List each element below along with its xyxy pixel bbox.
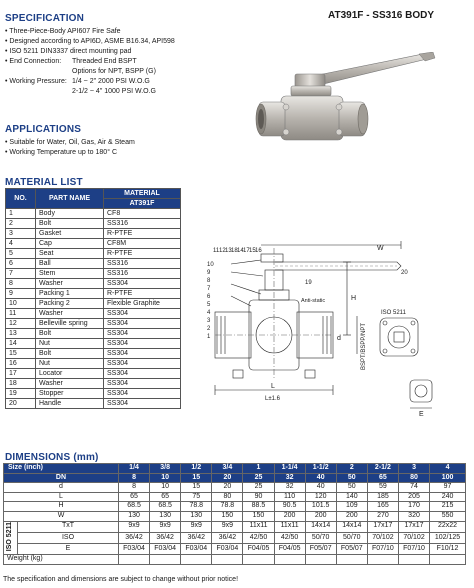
dim-cell: 140: [336, 492, 367, 502]
bspt-label: BSPT/BSPP/NPT: [361, 322, 367, 370]
anti-static-label: Anti-static: [301, 298, 326, 304]
cell-part: Washer: [36, 279, 104, 289]
dn-cell: 20: [212, 473, 243, 483]
part-number-callout: 2: [207, 326, 211, 332]
dim-cell: 200: [336, 511, 367, 521]
application-line: • Working Temperature up to 180° C: [5, 149, 117, 156]
dn-cell: 32: [274, 473, 305, 483]
weight-cell: [336, 555, 367, 565]
weight-cell: [212, 555, 243, 565]
spec-value: Threaded End BSPT: [72, 58, 137, 65]
application-line: • Suitable for Water, Oil, Gas, Air & Steam: [5, 139, 135, 146]
size-cell: 1-1/2: [305, 464, 336, 474]
part-number-callout: 13: [225, 248, 232, 254]
part-number-callout: 5: [207, 302, 211, 308]
size-cell: 1/4: [118, 464, 149, 474]
cell-no: 12: [6, 319, 36, 329]
dn-cell: 10: [150, 473, 181, 483]
dim-cell: 205: [398, 492, 429, 502]
dim-cell: 165: [367, 502, 398, 512]
dn-cell: 50: [336, 473, 367, 483]
iso-cell: 36/42: [118, 532, 149, 543]
table-row: [6, 279, 181, 289]
dim-cell: 200: [274, 511, 305, 521]
size-cell: 3: [398, 464, 429, 474]
part-number-callout: 14: [237, 248, 244, 254]
cell-no: 1: [6, 209, 36, 219]
dim-cell: 75: [181, 492, 212, 502]
dim-row-label: L: [4, 492, 119, 502]
cell-material: SS304: [104, 309, 181, 319]
cell-no: 19: [6, 389, 36, 399]
cell-material: CF8: [104, 209, 181, 219]
iso-cell: 42/50: [274, 532, 305, 543]
dim-cell: 59: [367, 483, 398, 493]
dim-cell: 110: [274, 492, 305, 502]
table-row: [4, 483, 466, 493]
size-cell: 2: [336, 464, 367, 474]
cell-no: 13: [6, 329, 36, 339]
iso-row-label: TxT: [18, 521, 119, 532]
cell-material: SS304: [104, 329, 181, 339]
iso-cell: F03/04: [181, 544, 212, 555]
dim-cell: 130: [181, 511, 212, 521]
cell-material: SS304: [104, 389, 181, 399]
dn-cell: 100: [430, 473, 466, 483]
iso-cell: 9x9: [212, 521, 243, 532]
cell-material: R-PTFE: [104, 249, 181, 259]
weight-label: Weight (kg): [4, 555, 119, 565]
dim-cell: 130: [150, 511, 181, 521]
dim-cell: 78.8: [212, 502, 243, 512]
iso-cell: 42/50: [243, 532, 274, 543]
part-number-callout: 18: [231, 248, 238, 254]
dim-cell: 550: [430, 511, 466, 521]
cell-part: Handle: [36, 399, 104, 409]
cell-part: Seat: [36, 249, 104, 259]
dim-cell: 97: [430, 483, 466, 493]
cell-part: Nut: [36, 339, 104, 349]
table-row: [4, 555, 466, 565]
iso-cell: 17x17: [367, 521, 398, 532]
dim-cell: 200: [305, 511, 336, 521]
iso-cell: 9x9: [118, 521, 149, 532]
dim-cell: 65: [118, 492, 149, 502]
cell-part: Nut: [36, 359, 104, 369]
applications-title: APPLICATIONS: [5, 124, 82, 135]
spec-line: [5, 37, 175, 47]
dim-label-l: L: [271, 383, 275, 390]
dim-cell: 88.5: [243, 502, 274, 512]
cell-no: 11: [6, 309, 36, 319]
dim-cell: 8: [118, 483, 149, 493]
table-row: [6, 379, 181, 389]
cell-material: R-PTFE: [104, 289, 181, 299]
weight-cell: [181, 555, 212, 565]
part-number-callout: 20: [401, 270, 408, 276]
dn-cell: 80: [398, 473, 429, 483]
cell-material: SS304: [104, 319, 181, 329]
spec-key: • Designed according to API6D, ASME B16.34, API598: [5, 38, 175, 45]
iso-cell: F04/05: [274, 544, 305, 555]
col-header-no: NO.: [6, 189, 36, 209]
table-row: [4, 502, 466, 512]
dim-row-label: H: [4, 502, 119, 512]
cell-part: Packing 1: [36, 289, 104, 299]
cell-material: SS304: [104, 399, 181, 409]
weight-cell: [305, 555, 336, 565]
iso-cell: F03/04: [118, 544, 149, 555]
material-list-title: MATERIAL LIST: [5, 177, 83, 188]
dim-label-e: E: [419, 411, 424, 418]
dim-label-w: W: [377, 245, 384, 252]
table-row: [6, 399, 181, 409]
table-row: [4, 544, 466, 555]
cell-part: Belleville spring: [36, 319, 104, 329]
table-row: [6, 249, 181, 259]
cell-no: 4: [6, 239, 36, 249]
table-row: [4, 492, 466, 502]
dim-cell: 68.5: [150, 502, 181, 512]
cell-part: Packing 2: [36, 299, 104, 309]
iso-cell: F03/04: [150, 544, 181, 555]
table-row: [6, 229, 181, 239]
part-number-callout: 16: [255, 248, 262, 254]
iso-cell: 102/125: [430, 532, 466, 543]
part-number-callout: 3: [207, 318, 211, 324]
cell-part: Stem: [36, 269, 104, 279]
iso-row-label: ISO: [18, 532, 119, 543]
dim-row-label: d: [4, 483, 119, 493]
table-row: [4, 464, 466, 474]
spec-key: • ISO 5211 DIN3337 direct mounting pad: [5, 48, 132, 55]
dim-cell: 20: [212, 483, 243, 493]
spec-line: [5, 47, 175, 57]
table-row: [6, 339, 181, 349]
iso-cell: 14x14: [336, 521, 367, 532]
part-number-callout: 7: [207, 286, 211, 292]
cell-material: SS304: [104, 349, 181, 359]
iso-cell: F07/10: [398, 544, 429, 555]
col-header-material: MATERIAL: [104, 189, 181, 199]
iso-group-label: [4, 521, 18, 555]
table-row: [4, 532, 466, 543]
cell-part: Locator: [36, 369, 104, 379]
dim-cell: 40: [305, 483, 336, 493]
product-title: AT391F - SS316 BODY: [328, 10, 434, 21]
spec-line: [5, 27, 175, 37]
size-cell: 4: [430, 464, 466, 474]
part-number-callout: 12: [219, 248, 226, 254]
dim-cell: 15: [181, 483, 212, 493]
col-header-model: AT391F: [104, 199, 181, 209]
footnote: The specification and dimensions are subject to change without prior notice!: [3, 576, 239, 583]
tolerance-label: L±1.6: [265, 396, 280, 402]
part-number-callout: 6: [207, 294, 211, 300]
cell-part: Bolt: [36, 219, 104, 229]
dim-cell: 78.8: [181, 502, 212, 512]
dim-cell: 150: [212, 511, 243, 521]
part-number-callout: 15: [249, 248, 256, 254]
dim-cell: 90: [243, 492, 274, 502]
size-label: Size (inch): [4, 464, 119, 474]
dn-label: DN: [4, 473, 119, 483]
cell-no: 8: [6, 279, 36, 289]
table-row: [6, 389, 181, 399]
table-row: [4, 473, 466, 483]
spec-key: • Three-Piece-Body API607 Fire Safe: [5, 28, 121, 35]
iso-cell: 11x11: [243, 521, 274, 532]
iso-cell: 14x14: [305, 521, 336, 532]
cell-material: SS304: [104, 359, 181, 369]
cell-material: CF8M: [104, 239, 181, 249]
col-header-part: PART NAME: [36, 189, 104, 209]
part-number-callout: 9: [207, 270, 211, 276]
table-row: [6, 219, 181, 229]
iso-cell: 50/70: [305, 532, 336, 543]
cell-no: 9: [6, 289, 36, 299]
table-row: [6, 359, 181, 369]
cell-material: R-PTFE: [104, 229, 181, 239]
iso-cell: F04/05: [243, 544, 274, 555]
part-number-callout: 19: [305, 280, 312, 286]
iso-cell: F07/10: [367, 544, 398, 555]
table-row: [6, 369, 181, 379]
weight-cell: [150, 555, 181, 565]
cell-part: Washer: [36, 379, 104, 389]
iso-label: ISO 5211: [381, 310, 406, 316]
table-row: [6, 239, 181, 249]
spec-line: [5, 87, 175, 97]
dim-cell: 109: [336, 502, 367, 512]
cell-no: 16: [6, 359, 36, 369]
size-cell: 1/2: [181, 464, 212, 474]
dim-cell: 270: [367, 511, 398, 521]
dim-cell: 170: [398, 502, 429, 512]
cell-material: SS316: [104, 259, 181, 269]
table-row: [6, 349, 181, 359]
weight-cell: [367, 555, 398, 565]
technical-drawing: [205, 240, 470, 455]
iso-cell: 36/42: [181, 532, 212, 543]
cell-no: 14: [6, 339, 36, 349]
specification-title: SPECIFICATION: [5, 13, 85, 24]
cell-part: Bolt: [36, 349, 104, 359]
cell-material: Flexible Graphite: [104, 299, 181, 309]
table-row: [6, 329, 181, 339]
dim-cell: 215: [430, 502, 466, 512]
weight-cell: [398, 555, 429, 565]
dim-label-d: d: [337, 335, 341, 342]
spec-line: [5, 77, 175, 87]
table-row: [6, 319, 181, 329]
size-cell: 1: [243, 464, 274, 474]
size-cell: 3/8: [150, 464, 181, 474]
cell-no: 3: [6, 229, 36, 239]
spec-value: Options for NPT, BSPP (G): [72, 68, 156, 75]
part-number-callout: 4: [207, 310, 211, 316]
iso-group-text: ISO 5211: [6, 521, 14, 551]
part-number-callout: 8: [207, 278, 211, 284]
spec-value: 2-1/2 ~ 4" 1000 PSI W.O.G: [72, 88, 156, 95]
dim-label-h: H: [351, 295, 357, 302]
part-number-callout: 1: [207, 334, 211, 340]
iso-cell: 36/42: [212, 532, 243, 543]
spec-value: 1/4 ~ 2" 2000 PSI W.O.G: [72, 78, 150, 85]
iso-cell: F03/04: [212, 544, 243, 555]
iso-cell: 22x22: [430, 521, 466, 532]
size-cell: 3/4: [212, 464, 243, 474]
size-cell: 1-1/4: [274, 464, 305, 474]
weight-cell: [243, 555, 274, 565]
dim-cell: 130: [118, 511, 149, 521]
iso-cell: 70/102: [367, 532, 398, 543]
iso-cell: 70/102: [398, 532, 429, 543]
size-cell: 2-1/2: [367, 464, 398, 474]
cell-material: SS304: [104, 339, 181, 349]
table-row: [6, 269, 181, 279]
iso-cell: F05/07: [305, 544, 336, 555]
dim-cell: 10: [150, 483, 181, 493]
dimensions-title: DIMENSIONS (mm): [5, 452, 99, 463]
iso-cell: 36/42: [150, 532, 181, 543]
cell-material: SS316: [104, 269, 181, 279]
dim-row-label: W: [4, 511, 119, 521]
dim-cell: 150: [243, 511, 274, 521]
dim-cell: 50: [336, 483, 367, 493]
cell-no: 20: [6, 399, 36, 409]
applications-list: [5, 138, 135, 158]
cell-part: Washer: [36, 309, 104, 319]
iso-cell: 9x9: [181, 521, 212, 532]
weight-cell: [118, 555, 149, 565]
cell-part: Cap: [36, 239, 104, 249]
dim-cell: 80: [212, 492, 243, 502]
part-number-callout: 17: [243, 248, 250, 254]
iso-cell: F05/07: [336, 544, 367, 555]
table-row: [4, 521, 466, 532]
part-number-callout: 11: [213, 248, 220, 254]
cell-part: Stopper: [36, 389, 104, 399]
dim-cell: 65: [150, 492, 181, 502]
dim-cell: 185: [367, 492, 398, 502]
dim-cell: 320: [398, 511, 429, 521]
cell-part: Gasket: [36, 229, 104, 239]
dn-cell: 15: [181, 473, 212, 483]
cell-material: SS304: [104, 379, 181, 389]
dn-cell: 65: [367, 473, 398, 483]
iso-cell: 11x11: [274, 521, 305, 532]
table-row: [6, 259, 181, 269]
cell-no: 2: [6, 219, 36, 229]
cell-no: 7: [6, 269, 36, 279]
iso-cell: 17x17: [398, 521, 429, 532]
dim-cell: 74: [398, 483, 429, 493]
dim-cell: 240: [430, 492, 466, 502]
cell-no: 15: [6, 349, 36, 359]
dim-cell: 25: [243, 483, 274, 493]
table-row: [6, 289, 181, 299]
cell-no: 18: [6, 379, 36, 389]
table-row: [4, 511, 466, 521]
weight-cell: [430, 555, 466, 565]
table-row: [6, 299, 181, 309]
table-row: [6, 209, 181, 219]
spec-line: [5, 57, 175, 67]
spec-key: • Working Pressure:: [5, 78, 67, 85]
cell-no: 6: [6, 259, 36, 269]
specification-list: [5, 27, 175, 97]
dim-cell: 120: [305, 492, 336, 502]
cell-part: Bolt: [36, 329, 104, 339]
material-table: [5, 188, 181, 409]
iso-row-label: E: [18, 544, 119, 555]
dn-cell: 25: [243, 473, 274, 483]
iso-cell: 50/70: [336, 532, 367, 543]
dim-cell: 90.5: [274, 502, 305, 512]
dim-cell: 68.5: [118, 502, 149, 512]
dim-cell: 32: [274, 483, 305, 493]
spec-key: • End Connection:: [5, 58, 62, 65]
iso-cell: 9x9: [150, 521, 181, 532]
dn-cell: 40: [305, 473, 336, 483]
table-row: [6, 309, 181, 319]
dimensions-table: [3, 463, 466, 565]
part-number-callout: 10: [207, 262, 214, 268]
cell-material: SS316: [104, 219, 181, 229]
cell-no: 17: [6, 369, 36, 379]
cell-part: Body: [36, 209, 104, 219]
valve-photo: [255, 52, 460, 167]
cell-no: 10: [6, 299, 36, 309]
weight-cell: [274, 555, 305, 565]
cell-material: SS304: [104, 369, 181, 379]
dn-cell: 8: [118, 473, 149, 483]
cell-part: Ball: [36, 259, 104, 269]
cell-material: SS304: [104, 279, 181, 289]
spec-line: [5, 67, 175, 77]
cell-no: 5: [6, 249, 36, 259]
dim-cell: 101.5: [305, 502, 336, 512]
iso-cell: F10/12: [430, 544, 466, 555]
